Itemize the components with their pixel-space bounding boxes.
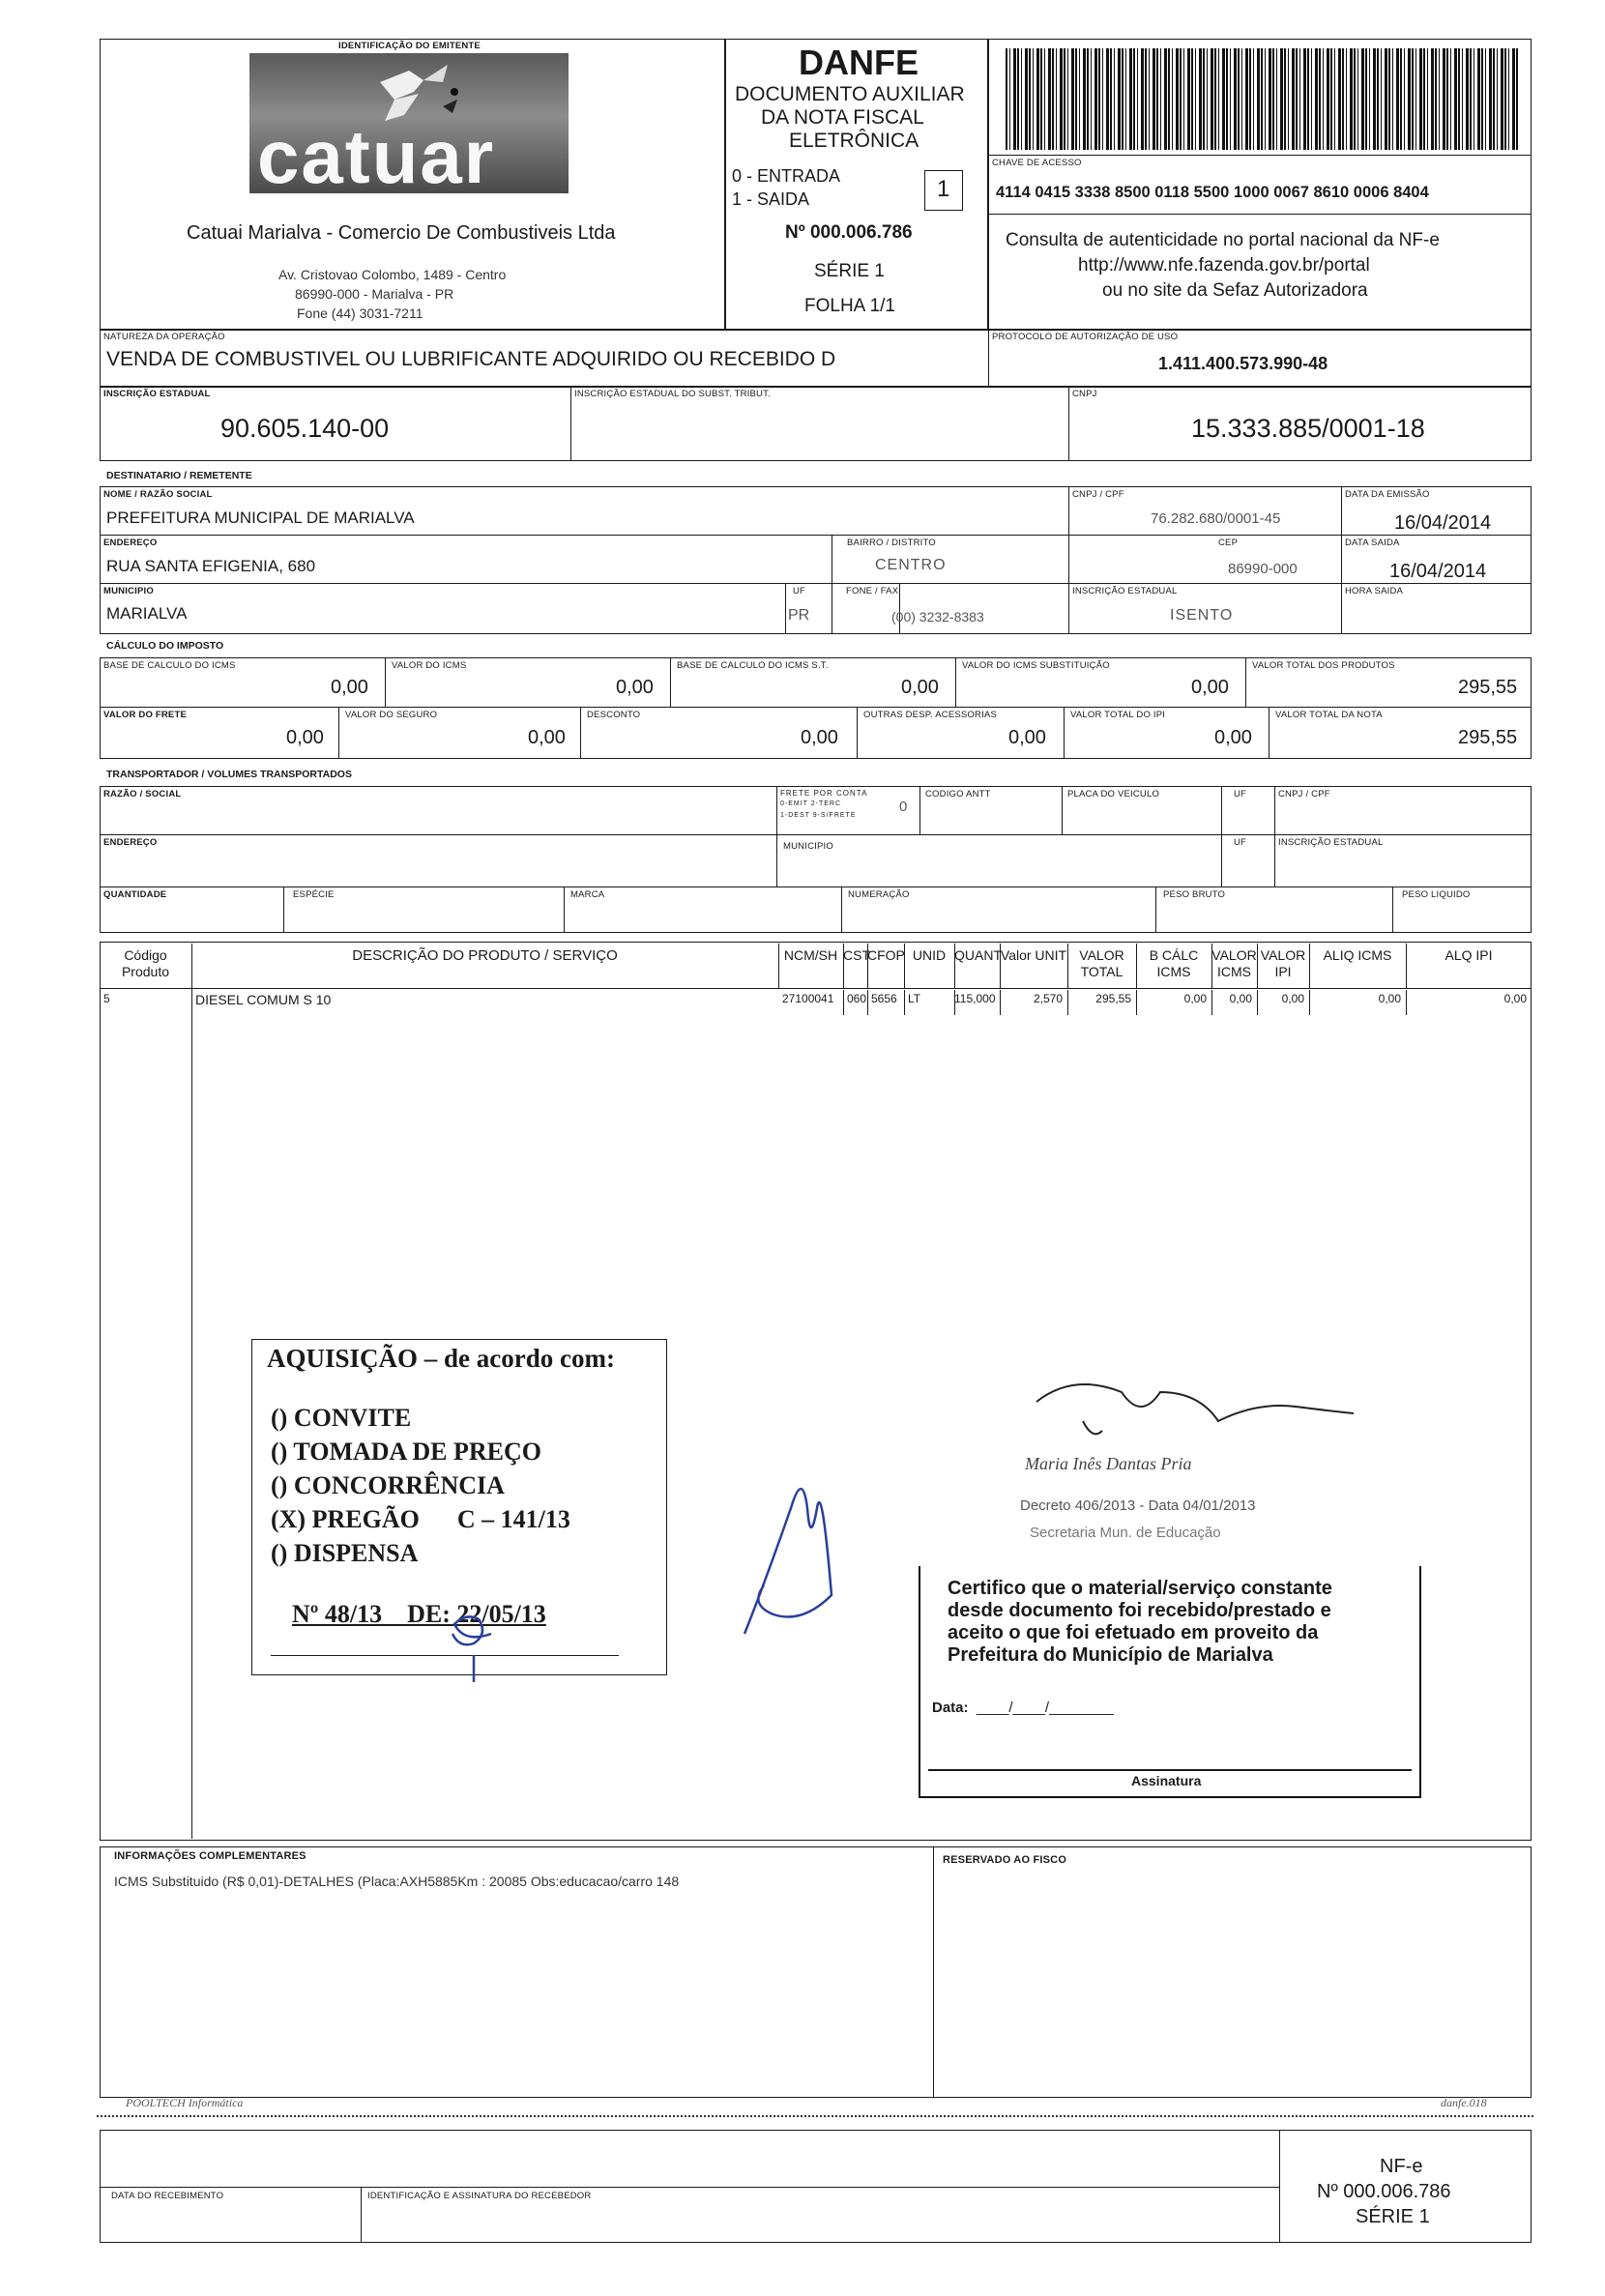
- exit-option: 1 - SAIDA: [732, 189, 810, 209]
- icms-value-value: 0,00: [616, 677, 654, 698]
- products-header-6: QUANT: [954, 947, 1002, 963]
- freight-payer-value: 0: [899, 799, 908, 815]
- product-row-divider: [1136, 990, 1137, 1015]
- software-credit: POOLTECH Informática: [126, 2096, 244, 2109]
- additional-info-label: INFORMAÇÕES COMPLEMENTARES: [114, 1850, 306, 1862]
- dest-cep-value: 86990-000: [1228, 561, 1298, 577]
- dest-district-label: BAIRRO / DISTRITO: [847, 538, 936, 548]
- certificate-date-label: Data:: [932, 1700, 969, 1716]
- svg-text:Maria Inês Dantas Pria: Maria Inês Dantas Pria: [1025, 1454, 1192, 1473]
- dest-cnpj-label: CNPJ / CPF: [1072, 489, 1124, 500]
- discount-value: 0,00: [801, 727, 838, 748]
- product-cell-5: LT: [908, 992, 921, 1005]
- product-row-divider: [1309, 990, 1310, 1015]
- product-cell-10: 0,00: [1229, 992, 1252, 1005]
- carrier-uf2-label: UF: [1234, 837, 1247, 848]
- icms-base-value: 0,00: [331, 677, 368, 698]
- danfe-subtitle-1: DOCUMENTO AUXILIAR: [735, 83, 965, 105]
- consult-line-3: ou no site da Sefaz Autorizadora: [1102, 280, 1368, 301]
- company-logo: [249, 53, 569, 199]
- products-header-9: B CÁLC ICMS: [1149, 947, 1199, 979]
- product-cell-7: 2,570: [1033, 992, 1063, 1005]
- stamp-option-concorrencia: () CONCORRÊNCIA: [271, 1471, 505, 1499]
- products-header-3: CST: [843, 947, 870, 963]
- ie-st-label: INSCRIÇÃO ESTADUAL DO SUBST. TRIBUT.: [574, 389, 771, 399]
- product-row-divider: [954, 990, 955, 1015]
- volumes-net-label: PESO LIQUIDO: [1402, 889, 1471, 900]
- icms-st-base-value: 0,00: [901, 677, 939, 698]
- certificate-line-4: Prefeitura do Município de Marialva: [948, 1644, 1273, 1666]
- total-note-value: 295,55: [1458, 727, 1518, 748]
- icms-st-base-label: BASE DE CALCULO DO ICMS S.T.: [677, 660, 829, 671]
- dest-uf-value: PR: [788, 607, 810, 624]
- product-cell-0: 5: [103, 992, 110, 1005]
- volumes-gross-label: PESO BRUTO: [1163, 889, 1226, 900]
- product-cell-13: 0,00: [1503, 992, 1527, 1005]
- dest-phone-value: (00) 3232-8383: [891, 609, 984, 625]
- products-header-13: ALQ IPI: [1444, 947, 1493, 963]
- additional-info-value: ICMS Substituido (R$ 0,01)-DETALHES (Placa:AXH5885Km : 20085 Obs:educacao/carro 148: [114, 1874, 680, 1889]
- volumes-qty-label: QUANTIDADE: [103, 889, 167, 900]
- dest-ie-label: INSCRIÇÃO ESTADUAL: [1072, 586, 1178, 596]
- dest-address-label: ENDEREÇO: [103, 538, 158, 548]
- stamp-option-tomada: () TOMADA DE PREÇO: [271, 1438, 541, 1466]
- freight-option-1: 0-EMIT 2-TERC: [780, 800, 842, 807]
- total-products-value: 295,55: [1458, 677, 1518, 698]
- discount-label: DESCONTO: [587, 710, 641, 720]
- freight-option-2: 1-DEST 9-S/FRETE: [780, 812, 857, 819]
- product-row-divider: [843, 990, 844, 1015]
- entry-option: 0 - ENTRADA: [732, 166, 841, 186]
- other-expenses-label: OUTRAS DESP. ACESSORIAS: [863, 710, 997, 720]
- total-note-label: VALOR TOTAL DA NOTA: [1275, 710, 1383, 720]
- carrier-ie-label: INSCRIÇÃO ESTADUAL: [1278, 837, 1384, 848]
- volumes-brand-label: MARCA: [570, 889, 605, 900]
- ie-value: 90.605.140-00: [220, 414, 390, 443]
- dest-phone-label: FONE / FAX: [846, 586, 899, 596]
- product-row-divider: [1406, 990, 1407, 1015]
- consult-line-2: http://www.nfe.fazenda.gov.br/portal: [1078, 255, 1370, 276]
- products-header-11: VALOR IPI: [1260, 947, 1306, 979]
- product-cell-3: 060: [847, 992, 867, 1005]
- certificate-date-blank: ____/____/________: [977, 1700, 1114, 1716]
- total-products-label: VALOR TOTAL DOS PRODUTOS: [1252, 660, 1395, 671]
- transporte-block: [100, 786, 1532, 933]
- dest-address-value: RUA SANTA EFIGENIA, 680: [106, 557, 316, 575]
- carrier-name-label: RAZÃO / SOCIAL: [103, 789, 182, 799]
- products-header-0: Código Produto: [121, 947, 170, 979]
- receiver-label: IDENTIFICAÇÃO E ASSINATURA DO RECEBEDOR: [367, 2191, 592, 2201]
- note-number: Nº 000.006.786: [785, 222, 913, 243]
- carrier-cnpj-label: CNPJ / CPF: [1278, 789, 1330, 799]
- stamp-option-dispensa: () DISPENSA: [271, 1539, 419, 1567]
- other-expenses-value: 0,00: [1008, 727, 1046, 748]
- carrier-address-label: ENDEREÇO: [103, 837, 158, 848]
- danfe-subtitle-3: ELETRÔNICA: [789, 130, 919, 152]
- cnpj-value: 15.333.885/0001-18: [1191, 414, 1425, 443]
- stamp-option-convite: () CONVITE: [271, 1404, 412, 1432]
- ie-label: INSCRIÇÃO ESTADUAL: [103, 389, 211, 399]
- products-header-12: ALIQ ICMS: [1323, 947, 1392, 963]
- dest-exit-date-label: DATA SAIDA: [1345, 538, 1400, 548]
- dest-city-label: MUNICIPIO: [103, 586, 154, 596]
- products-header-2: NCM/SH: [783, 947, 838, 963]
- freight-value: 0,00: [286, 727, 324, 748]
- product-cell-11: 0,00: [1281, 992, 1304, 1005]
- product-row-divider: [1000, 990, 1001, 1015]
- volumes-species-label: ESPÉCIE: [293, 889, 335, 900]
- receipt-nfe-number: Nº 000.006.786: [1317, 2181, 1451, 2202]
- svg-text:Secretaria Mun. de Educação: Secretaria Mun. de Educação: [1030, 1525, 1221, 1541]
- receipt-nfe-label: NF-e: [1380, 2156, 1423, 2177]
- company-cep: 86990-000 - Marialva - PR: [295, 286, 454, 302]
- products-header-7: Valor UNIT: [1000, 947, 1067, 963]
- carrier-city-label: MUNICIPIO: [783, 841, 833, 852]
- form-code: danfe.018: [1441, 2096, 1487, 2109]
- product-cell-2: 27100041: [782, 992, 834, 1005]
- imposto-title: CÁLCULO DO IMPOSTO: [106, 640, 224, 652]
- product-row-divider: [1257, 990, 1258, 1015]
- dest-issue-date-label: DATA DA EMISSÃO: [1345, 489, 1430, 500]
- certificate-signature-label: Assinatura: [1131, 1773, 1202, 1788]
- dest-exit-time-label: HORA SAIDA: [1345, 586, 1404, 596]
- total-ipi-value: 0,00: [1214, 727, 1252, 748]
- danfe-subtitle-2: DA NOTA FISCAL: [761, 106, 924, 129]
- stamp-option-pregao: (X) PREGÃO C – 141/13: [271, 1505, 570, 1533]
- product-row-divider: [1211, 990, 1212, 1015]
- operation-value: VENDA DE COMBUSTIVEL OU LUBRIFICANTE ADQUIRIDO OU RECEBIDO D: [106, 348, 836, 370]
- note-sheet: FOLHA 1/1: [804, 296, 895, 316]
- company-phone: Fone (44) 3031-7211: [297, 305, 423, 321]
- product-cell-8: 295,55: [1095, 992, 1131, 1005]
- product-cell-6: 115,000: [954, 992, 996, 1005]
- product-cell-1: DIESEL COMUM S 10: [195, 992, 332, 1007]
- icms-base-label: BASE DE CALCULO DO ICMS: [103, 660, 236, 671]
- stamp-title: AQUISIÇÃO – de acordo com:: [267, 1344, 615, 1373]
- products-header-8: VALOR TOTAL: [1079, 947, 1124, 979]
- certificate-line-3: aceito o que foi efetuado em proveito da: [948, 1622, 1319, 1643]
- freight-label: VALOR DO FRETE: [103, 710, 188, 720]
- dest-city-value: MARIALVA: [106, 604, 188, 623]
- company-address: Av. Cristovao Colombo, 1489 - Centro: [278, 267, 507, 282]
- dest-exit-date-value: 16/04/2014: [1389, 561, 1487, 582]
- emitente-label: IDENTIFICAÇÃO DO EMITENTE: [338, 41, 481, 51]
- products-header-1: DESCRIÇÃO DO PRODUTO / SERVIÇO: [352, 947, 618, 964]
- dest-name-value: PREFEITURA MUNICIPAL DE MARIALVA: [106, 509, 415, 527]
- received-date-label: DATA DO RECEBIMENTO: [111, 2191, 224, 2201]
- type-value: 1: [937, 176, 950, 202]
- cut-line: [97, 2115, 1533, 2117]
- receipt-nfe-series: SÉRIE 1: [1356, 2206, 1430, 2227]
- icms-st-value-label: VALOR DO ICMS SUBSTITUIÇÃO: [962, 660, 1110, 671]
- product-cell-12: 0,00: [1378, 992, 1401, 1005]
- dest-district-value: CENTRO: [875, 557, 947, 573]
- product-row-divider: [904, 990, 905, 1015]
- total-ipi-label: VALOR TOTAL DO IPI: [1070, 710, 1166, 720]
- dest-ie-value: ISENTO: [1170, 607, 1234, 624]
- transporte-title: TRANSPORTADOR / VOLUMES TRANSPORTADOS: [106, 769, 352, 780]
- insurance-value: 0,00: [528, 727, 566, 748]
- freight-payer-label: FRETE POR CONTA: [780, 789, 868, 798]
- products-header-10: VALOR ICMS: [1211, 947, 1257, 979]
- products-code-divider: [191, 988, 192, 1839]
- note-series: SÉRIE 1: [814, 261, 885, 281]
- dest-cep-label: CEP: [1218, 538, 1239, 548]
- protocol-value: 1.411.400.573.990-48: [1158, 354, 1328, 373]
- protocol-label: PROTOCOLO DE AUTORIZAÇÃO DE USO: [992, 332, 1179, 342]
- products-header-4: CFOP: [867, 947, 905, 963]
- antt-label: CODIGO ANTT: [925, 789, 991, 799]
- product-row-divider: [1067, 990, 1068, 1015]
- carrier-uf-label: UF: [1234, 789, 1247, 799]
- dest-uf-label: UF: [793, 586, 806, 596]
- company-name: Catuai Marialva - Comercio De Combustiveis Ltda: [187, 222, 616, 244]
- reserved-fisco-label: RESERVADO AO FISCO: [943, 1854, 1067, 1866]
- product-row-divider: [867, 990, 868, 1015]
- destinatario-title: DESTINATARIO / REMETENTE: [106, 470, 252, 481]
- svg-text:Decreto 406/2013 - Data 04/01/: Decreto 406/2013 - Data 04/01/2013: [1020, 1497, 1256, 1514]
- cnpj-label: CNPJ: [1072, 389, 1097, 399]
- danfe-title: DANFE: [799, 43, 919, 82]
- volumes-numbering-label: NUMERAÇÃO: [848, 889, 910, 900]
- plate-label: PLACA DO VEICULO: [1067, 789, 1160, 799]
- insurance-label: VALOR DO SEGURO: [345, 710, 438, 720]
- icms-value-label: VALOR DO ICMS: [392, 660, 467, 671]
- product-cell-4: 5656: [871, 992, 897, 1005]
- dest-name-label: NOME / RAZÃO SOCIAL: [103, 489, 213, 500]
- certificate-line-1: Certifico que o material/serviço constante: [948, 1578, 1332, 1599]
- access-key-value: 4114 0415 3338 8500 0118 5500 1000 0067 8610 0006 8404: [996, 184, 1429, 201]
- access-key-label: CHAVE DE ACESSO: [992, 158, 1082, 168]
- certificate-line-2: desde documento foi recebido/prestado e: [948, 1600, 1331, 1621]
- products-header-5: UNID: [912, 947, 947, 963]
- operation-label: NATUREZA DA OPERAÇÃO: [103, 332, 225, 342]
- icms-st-value-value: 0,00: [1191, 677, 1229, 698]
- barcode: [1006, 48, 1518, 150]
- dest-cnpj-value: 76.282.680/0001-45: [1151, 510, 1281, 527]
- dest-issue-date-value: 16/04/2014: [1394, 512, 1492, 534]
- product-cell-9: 0,00: [1183, 992, 1207, 1005]
- consult-line-1: Consulta de autenticidade no portal nacional da NF-e: [1006, 230, 1440, 250]
- stamp-number-line: Nº 48/13 DE: 22/05/13: [292, 1600, 546, 1628]
- logo-wordmark: catuar: [257, 114, 496, 199]
